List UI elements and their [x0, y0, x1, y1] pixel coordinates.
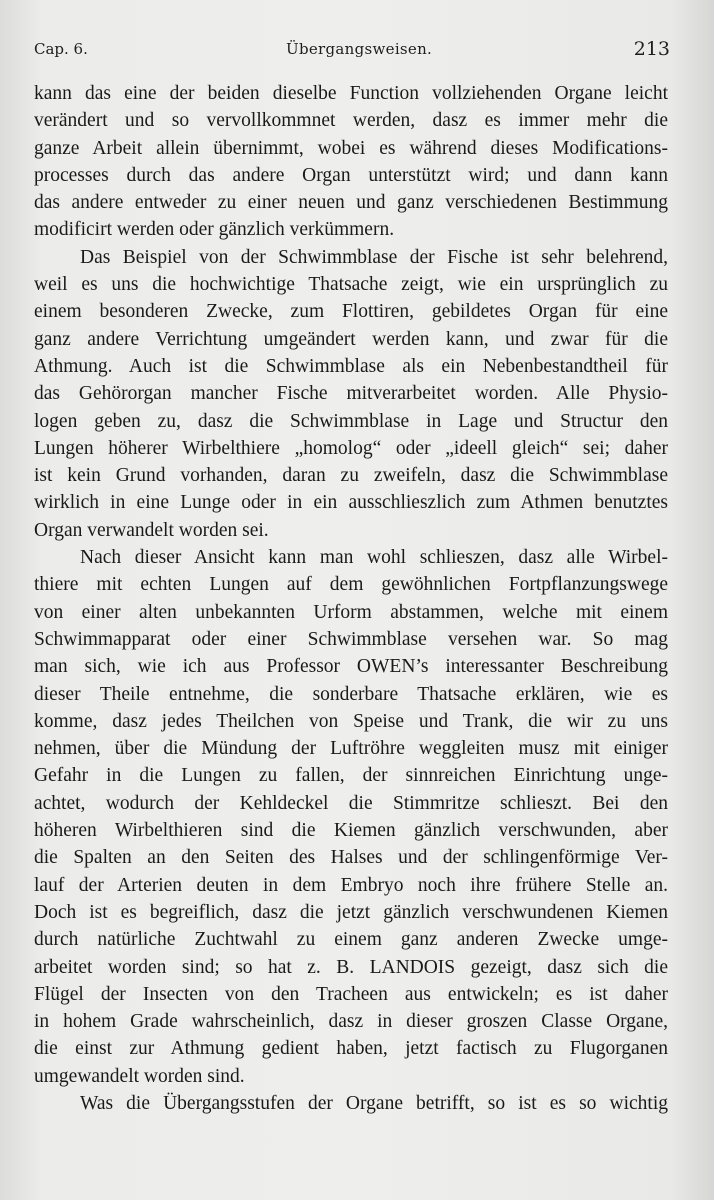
- text-line: achtet, wodurch der Kehldeckel die Stimmritze schlieszt. Bei den: [34, 792, 668, 814]
- text-line: in hohem Grade wahrscheinlich, dasz in dieser groszen Classe Organe,: [34, 1011, 668, 1033]
- text-line: Organ verwandelt worden sei.: [34, 519, 269, 541]
- page-header: [34, 36, 670, 66]
- text-line: ist kein Grund vorhanden, daran zu zweifeln, dasz die Schwimmblase: [34, 465, 668, 487]
- text-line: Athmung. Auch ist die Schwimmblase als ein Nebenbestandtheil für: [34, 355, 668, 377]
- text-line: Doch ist es begreiflich, dasz die jetzt gänzlich verschwundenen Kiemen: [34, 901, 668, 923]
- chapter-label: Cap. 6.: [34, 40, 88, 58]
- text-line: logen geben zu, dasz die Schwimmblase in Lage und Structur den: [34, 410, 668, 432]
- text-line: ganze Arbeit allein übernimmt, wobei es während dieses Modifications-: [34, 137, 668, 159]
- text-line: Schwimmapparat oder einer Schwimmblase versehen war. So mag: [34, 628, 668, 650]
- text-line: ganz andere Verrichtung umgeändert werden kann, und zwar für die: [34, 328, 668, 350]
- text-line: Gefahr in die Lungen zu fallen, der sinnreichen Einrichtung unge-: [34, 765, 668, 787]
- text-line: von einer alten unbekannten Urform abstammen, welche mit einem: [34, 601, 668, 623]
- text-line: thiere mit echten Lungen auf dem gewöhnlichen Fortpflanzungswege: [34, 574, 668, 596]
- text-line: höheren Wirbelthieren sind die Kiemen gänzlich verschwunden, aber: [34, 820, 668, 842]
- text-line: komme, dasz jedes Theilchen von Speise und Trank, die wir zu uns: [34, 710, 668, 732]
- running-title: Übergangsweisen.: [286, 40, 433, 58]
- text-line: nehmen, über die Mündung der Luftröhre weggleiten musz mit einiger: [34, 738, 668, 760]
- text-line: die Spalten an den Seiten des Halses und der schlingenförmige Ver-: [34, 847, 668, 869]
- text-line: kann das eine der beiden dieselbe Function vollziehenden Organe leicht: [34, 83, 668, 104]
- text-line: Das Beispiel von der Schwimmblase der Fische ist sehr belehrend,: [80, 246, 668, 268]
- page-number: 213: [633, 38, 670, 60]
- body-text: [34, 80, 668, 1117]
- text-line: modificirt werden oder gänzlich verkümmern.: [34, 219, 395, 241]
- text-line: Flügel der Insecten von den Tracheen aus entwickeln; es ist daher: [34, 983, 668, 1005]
- text-line: verändert und so vervollkommnet werden, dasz es immer mehr die: [34, 110, 668, 132]
- text-line: Nach dieser Ansicht kann man wohl schlieszen, dasz alle Wirbel-: [80, 547, 668, 569]
- text-line: weil es uns die hochwichtige Thatsache zeigt, wie ein ursprünglich zu: [34, 274, 668, 296]
- text-line: durch natürliche Zuchtwahl zu einem ganz anderen Zwecke umge-: [34, 929, 668, 951]
- text-line: wirklich in eine Lunge oder in ein ausschlieszlich zum Athmen benutztes: [34, 492, 668, 514]
- text-line: dieser Theile entnehme, die sonderbare Thatsache erklären, wie es: [34, 683, 668, 705]
- text-line: die einst zur Athmung gedient haben, jetzt factisch zu Flugorganen: [34, 1038, 668, 1060]
- text-line: einem besonderen Zwecke, zum Flottiren, gebildetes Organ für eine: [34, 301, 668, 323]
- text-line: processes durch das andere Organ unterstützt wird; und dann kann: [34, 164, 668, 186]
- text-line: lauf der Arterien deuten in dem Embryo noch ihre frühere Stelle an.: [34, 874, 668, 896]
- text-line: man sich, wie ich aus Professor OWEN’s interessanter Beschreibung: [34, 656, 668, 678]
- text-line: arbeitet worden sind; so hat z. B. LANDOIS gezeigt, dasz sich die: [34, 956, 668, 978]
- text-line: das andere entweder zu einer neuen und ganz verschiedenen Bestimmung: [34, 192, 668, 214]
- text-line: umgewandelt worden sind.: [34, 1065, 245, 1087]
- text-line: Was die Übergangsstufen der Organe betrifft, so ist es so wichtig: [80, 1092, 668, 1114]
- text-line: das Gehörorgan mancher Fische mitverarbeitet worden. Alle Physio-: [34, 383, 668, 405]
- text-line: Lungen höherer Wirbelthiere „homolog“ oder „ideell gleich“ sei; daher: [34, 437, 668, 459]
